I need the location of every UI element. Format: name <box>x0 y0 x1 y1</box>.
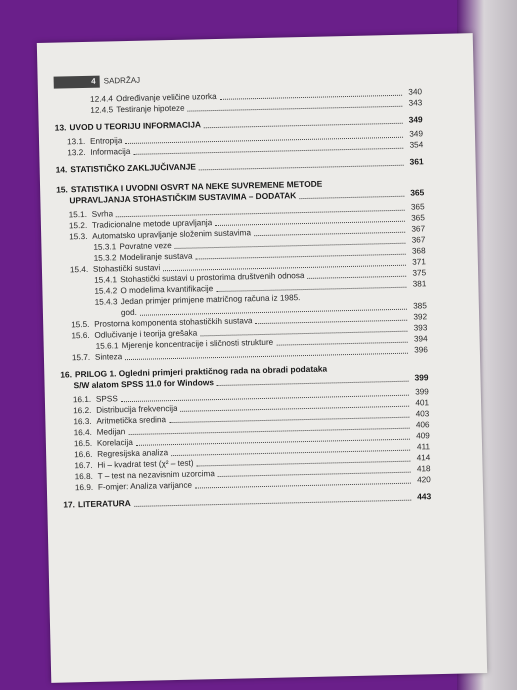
toc-entry-page: 411 <box>416 442 431 452</box>
toc-entry-page: 392 <box>413 312 428 322</box>
toc-entry-page: 443 <box>417 491 432 502</box>
toc-entry-label: Modeliranje sustava <box>119 251 193 263</box>
toc-entry-label-continued: UPRAVLJANJA STOHASTIČKIM SUSTAVIMA – DODATAK <box>69 190 297 206</box>
toc-entry-page: 385 <box>413 301 427 311</box>
toc-entry-label: O modelima kvantifikacije <box>120 284 214 296</box>
toc-entry-page: 354 <box>409 140 424 150</box>
toc-entry-page: 393 <box>413 323 428 333</box>
toc-entry-page: 365 <box>410 202 425 212</box>
toc-entry-label: F-omjer: Analiza varijance <box>97 480 193 492</box>
toc-entry-page: 394 <box>413 334 428 344</box>
toc-entry-label-continued: god. <box>120 307 137 318</box>
book-page <box>37 33 487 683</box>
page-number: 4 <box>54 76 100 89</box>
toc-entry-number: 12.4.4 <box>89 94 113 104</box>
toc-entry-number: 15.3. <box>69 231 88 242</box>
toc-entry-label: Mjerenje koncentracije i sličnosti strukture <box>121 337 274 351</box>
toc-entry-number: 16.1. <box>72 394 92 405</box>
toc-entry-label: Medijan <box>96 427 126 437</box>
toc-entry-number: 17. <box>63 499 76 510</box>
toc-entry-page: 343 <box>408 98 423 108</box>
toc-entry-number: 15.3.1 <box>93 242 117 252</box>
toc-entry-number: 15.7. <box>71 352 91 363</box>
toc-entry-page: 340 <box>408 87 423 97</box>
toc-entry-page: 375 <box>412 268 427 278</box>
toc-entry-label: Informacija <box>90 146 131 157</box>
toc-entry-number: 16.3. <box>73 416 92 427</box>
toc-entry-number: 15.4. <box>69 264 89 275</box>
toc-entry-label: Testiranje hipoteze <box>116 103 185 115</box>
toc-entry-label: Stohastički sustavi u prostorima društvenih odnosa <box>120 271 305 285</box>
toc-entry-page: 418 <box>416 464 431 474</box>
toc-entry-label-continued: S/W alatom SPSS 11.0 for Windows <box>73 377 215 391</box>
toc-entry-label: Korelacija <box>96 437 133 448</box>
toc-entry-number: 15.4.1 <box>94 275 118 285</box>
toc-entry-label: Hi – kvadrat test (χ² – test) <box>97 458 194 470</box>
toc-entry-page: 401 <box>415 398 430 408</box>
toc-entry-number: 15.3.2 <box>93 253 117 263</box>
toc-entry-label: Entropija <box>89 136 123 146</box>
toc-entry-number: 15.1. <box>68 209 88 220</box>
toc-entry-label: Odlučivanje i teorija grešaka <box>94 328 198 340</box>
toc-entry-label: Određivanje veličine uzorka <box>115 91 217 104</box>
toc-entry-number: 15.4.2 <box>94 286 118 296</box>
toc-entry-page: 365 <box>410 187 425 198</box>
toc-entry-page: 399 <box>414 372 429 383</box>
toc-entry-label: Tradicionalne metode upravljanja <box>91 218 213 230</box>
toc-entry-number: 15.4.3 <box>94 297 118 307</box>
toc-entry-number: 12.4.5 <box>90 105 114 115</box>
toc-entry-label: Regresijska analiza <box>97 448 169 459</box>
toc-entry-number: 16.8. <box>74 471 93 482</box>
toc-entry-page: 420 <box>417 475 431 485</box>
toc-entry-label: Stohastički sustavi <box>92 263 161 274</box>
toc-entry-page: 399 <box>415 387 429 397</box>
toc-entry-number: 15.2. <box>68 220 88 231</box>
table-of-contents <box>54 86 431 513</box>
toc-entry-number: 16.2. <box>73 405 92 416</box>
toc-entry-page: 361 <box>409 156 424 167</box>
toc-entry-page: 365 <box>411 213 425 223</box>
toc-entry-label: Automatsko upravljanje složenim sustavima <box>92 228 252 241</box>
toc-entry-label: Jedan primjer primjene matričnog računa iz 1985. <box>120 293 301 307</box>
toc-entry-number: 13.1. <box>66 136 86 147</box>
toc-entry-label: SPSS <box>95 394 118 404</box>
toc-entry-page: 381 <box>412 279 427 289</box>
toc-entry-number: 15. <box>56 184 68 195</box>
toc-entry-page: 349 <box>408 114 423 125</box>
toc-entry-number: 16.9. <box>74 482 94 493</box>
toc-entry-page: 396 <box>414 345 428 355</box>
toc-entry-number: 16.4. <box>73 427 92 438</box>
toc-entry-number: 16.5. <box>73 438 93 449</box>
toc-entry-number: 16.6. <box>74 449 93 460</box>
toc-entry-number: 13.2. <box>67 147 86 158</box>
toc-entry-number: 15.5. <box>71 319 90 330</box>
toc-entry-number: 15.6. <box>71 330 90 341</box>
toc-entry-number: 14. <box>55 164 68 175</box>
toc-entry-number: 15.6.1 <box>95 341 119 351</box>
toc-entry-page: 406 <box>415 420 430 430</box>
toc-entry-label: Aritmetička sredina <box>96 415 167 426</box>
toc-entry-label: Sinteza <box>94 352 123 362</box>
toc-entry-page: 367 <box>411 235 426 245</box>
toc-entry-page: 403 <box>415 409 430 419</box>
toc-entry-page: 349 <box>409 129 424 139</box>
toc-entry-page: 414 <box>416 453 431 463</box>
toc-entry-number: 16. <box>60 369 73 380</box>
toc-entry-page: 368 <box>411 246 426 256</box>
toc-entry-page: 367 <box>411 224 426 234</box>
toc-entry-label: Distribucija frekvencija <box>96 403 178 415</box>
toc-entry-number: 16.7. <box>74 460 93 471</box>
section-title: SADRŽAJ <box>103 75 141 86</box>
toc-entry-page: 409 <box>416 431 430 441</box>
toc-entry-label: UVOD U TEORIJU INFORMACIJA <box>69 119 202 133</box>
toc-entry-label: Povratne veze <box>119 241 172 252</box>
toc-entry-label: T – test na nezavisnim uzorcima <box>97 469 215 481</box>
toc-entry-label: STATISTIČKO ZAKLJUČIVANJE <box>70 161 197 175</box>
toc-entry-page: 371 <box>412 257 426 267</box>
toc-entry-number: 13. <box>54 122 67 133</box>
toc-entry-label: Prostorna komponenta stohastičkih sustava <box>94 316 253 329</box>
toc-entry-label: Svrha <box>91 209 114 219</box>
toc-entry-label: PRILOG 1. Ogledni primjeri praktičnog rada na obradi podataka <box>74 363 328 380</box>
toc-entry-label: STATISTIKA I UVODNI OSVRT NA NEKE SUVREMENE METODE <box>70 178 323 195</box>
toc-entry-label: LITERATURA <box>77 498 131 510</box>
page-header <box>54 68 454 89</box>
